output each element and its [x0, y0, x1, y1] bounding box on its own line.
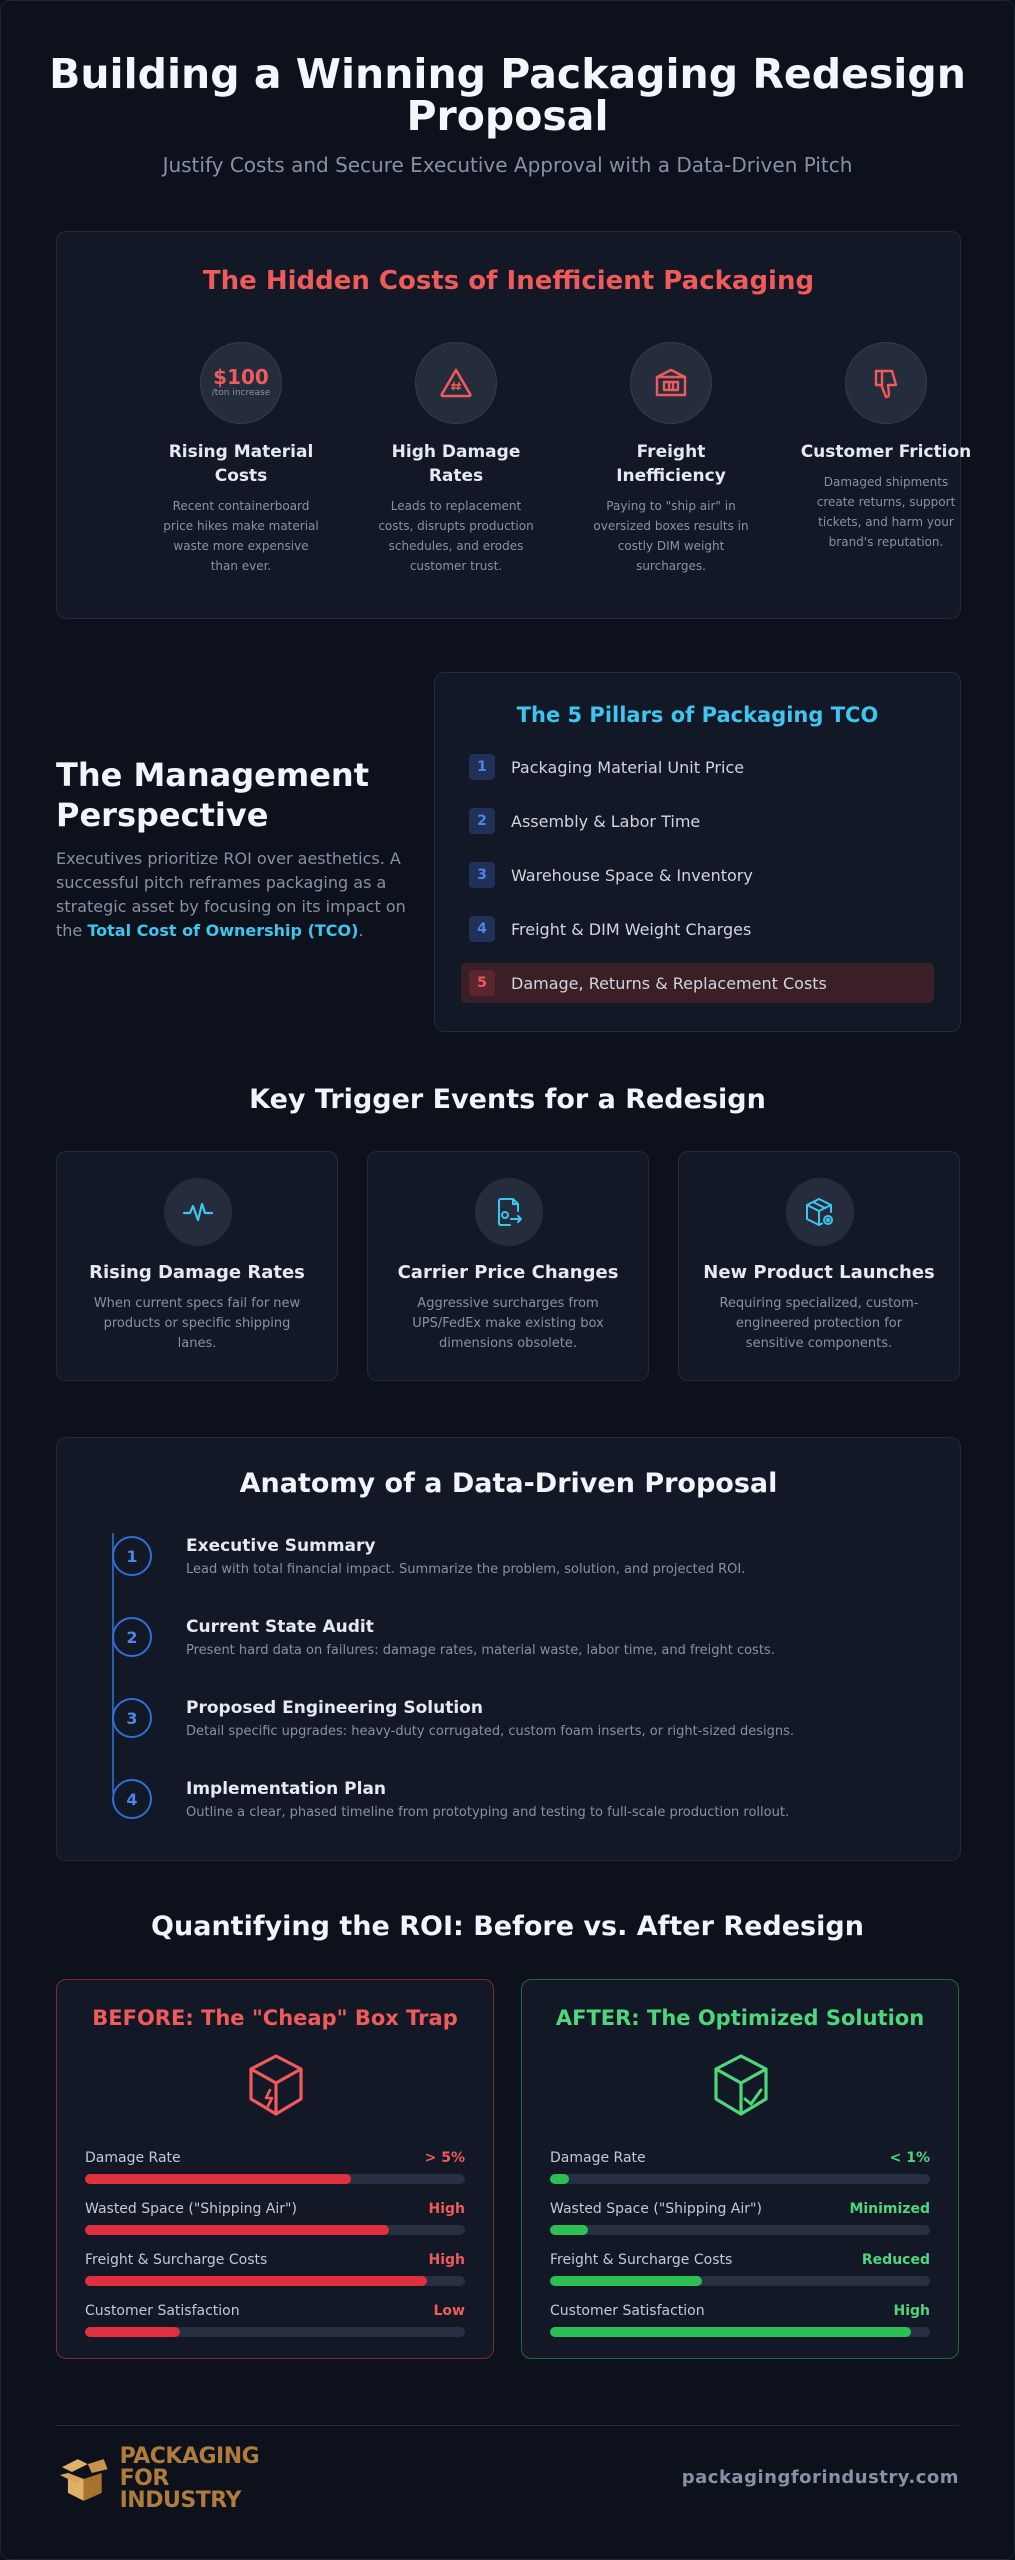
logo-line-1: PACKAGING	[119, 2444, 260, 2469]
price-increase-unit: /ton increase	[211, 388, 271, 398]
company-logo[interactable]	[56, 2444, 296, 2513]
metric-track	[85, 2276, 465, 2286]
trigger-card-launch	[678, 1151, 960, 1381]
warning-triangle-icon	[415, 342, 497, 424]
pillar-item	[461, 747, 934, 787]
pillar-number: 2	[469, 808, 495, 834]
cost-item-title: Freight Inefficiency	[616, 442, 726, 486]
pillar-number: 5	[469, 970, 495, 996]
management-desc-end: .	[358, 921, 364, 940]
logo-line-2: FOR INDUSTRY	[119, 2466, 241, 2513]
management-title: The Management Perspective	[56, 756, 369, 834]
metric-value: < 1%	[889, 2150, 930, 2166]
website-link[interactable]: packagingforindustry.com	[681, 2467, 959, 2488]
metric-track	[550, 2174, 930, 2184]
truck-box-icon	[630, 342, 712, 424]
metric-bar	[550, 2225, 588, 2235]
trigger-title: Rising Damage Rates	[89, 1262, 305, 1283]
trigger-desc: When current specs fail for new products or specific shipping lanes.	[93, 1296, 301, 1351]
pillar-label: Freight & DIM Weight Charges	[511, 919, 752, 939]
pillar-number: 4	[469, 916, 495, 942]
before-panel	[56, 1979, 494, 2359]
checked-box-icon	[711, 2052, 771, 2118]
metric-bar	[85, 2174, 351, 2184]
metric-label: Freight & Surcharge Costs	[85, 2252, 268, 2268]
metric-label: Damage Rate	[85, 2150, 181, 2166]
cost-item-title: Rising Material Costs	[168, 442, 314, 486]
pillar-number: 3	[469, 862, 495, 888]
price-badge	[200, 342, 282, 424]
trigger-card-carrier	[367, 1151, 649, 1381]
logo-box-icon	[56, 2451, 112, 2507]
broken-box-icon	[246, 2052, 306, 2118]
tco-highlight: Total Cost of Ownership (TCO)	[87, 921, 359, 940]
metric-label: Freight & Surcharge Costs	[550, 2252, 733, 2268]
metric-value: High	[893, 2303, 930, 2319]
before-metric	[85, 2252, 465, 2292]
metric-track	[550, 2225, 930, 2235]
metric-label: Customer Satisfaction	[550, 2303, 705, 2319]
pillar-item	[461, 801, 934, 841]
pillar-item-highlighted	[461, 963, 934, 1003]
cost-item-customer	[798, 342, 974, 552]
after-metric	[550, 2303, 930, 2343]
metric-value: Low	[433, 2303, 465, 2319]
footer-divider	[56, 2425, 959, 2426]
metric-track	[85, 2327, 465, 2337]
cost-item-desc: Recent containerboard price hikes make material waste more expensive than ever.	[163, 499, 319, 573]
cost-item-material	[153, 342, 329, 576]
cost-item-title: Customer Friction	[800, 442, 972, 462]
invoice-icon	[475, 1178, 543, 1246]
cost-item-title: High Damage Rates	[391, 442, 521, 486]
trigger-desc: Aggressive surcharges from UPS/FedEx make existing box dimensions obsolete.	[412, 1296, 604, 1351]
metric-value: High	[428, 2252, 465, 2268]
tco-pillars-card	[434, 672, 961, 1032]
metric-bar	[85, 2276, 427, 2286]
after-metric	[550, 2150, 930, 2190]
proposal-step	[112, 1536, 930, 1596]
metric-bar	[550, 2276, 702, 2286]
step-desc: Detail specific upgrades: heavy-duty corrugated, custom foam inserts, or right-sized designs.	[186, 1724, 795, 1739]
trigger-card-damage	[56, 1151, 338, 1381]
anatomy-title: Anatomy of a Data-Driven Proposal	[239, 1468, 778, 1499]
pulse-icon	[164, 1178, 232, 1246]
metric-value: High	[428, 2201, 465, 2217]
price-increase-value: $100	[213, 365, 269, 389]
proposal-step	[112, 1698, 930, 1758]
step-title: Implementation Plan	[186, 1779, 387, 1799]
trigger-title: New Product Launches	[703, 1262, 935, 1283]
pillar-item	[461, 855, 934, 895]
cost-item-desc: Leads to replacement costs, disrupts production schedules, and erodes customer trust.	[378, 499, 534, 573]
pillar-label: Assembly & Labor Time	[511, 811, 701, 831]
metric-track	[85, 2225, 465, 2235]
metric-value: Reduced	[861, 2252, 930, 2268]
after-title: AFTER: The Optimized Solution	[555, 2006, 925, 2030]
step-number: 2	[112, 1617, 152, 1657]
metric-bar	[85, 2327, 180, 2337]
cost-item-freight	[583, 342, 759, 576]
before-title: BEFORE: The "Cheap" Box Trap	[92, 2006, 458, 2030]
cost-item-desc: Paying to "ship air" in oversized boxes results in costly DIM weight surcharges.	[593, 499, 749, 573]
before-metric	[85, 2303, 465, 2343]
metric-value: > 5%	[424, 2150, 465, 2166]
logo-text	[120, 2446, 296, 2512]
proposal-step	[112, 1779, 930, 1839]
roi-title: Quantifying the ROI: Before vs. After Redesign	[151, 1911, 864, 1942]
triggers-title: Key Trigger Events for a Redesign	[249, 1084, 766, 1115]
page-title: Building a Winning Packaging Redesign Proposal	[49, 50, 966, 140]
hidden-costs-title: The Hidden Costs of Inefficient Packaging	[202, 266, 815, 296]
thumbs-down-icon	[845, 342, 927, 424]
metric-bar	[550, 2174, 569, 2184]
step-desc: Present hard data on failures: damage rates, material waste, labor time, and freight costs.	[186, 1643, 775, 1658]
pillar-item	[461, 909, 934, 949]
trigger-title: Carrier Price Changes	[397, 1262, 619, 1283]
after-metric	[550, 2201, 930, 2241]
pillar-number: 1	[469, 754, 495, 780]
step-title: Current State Audit	[186, 1617, 374, 1637]
metric-label: Wasted Space ("Shipping Air")	[550, 2201, 762, 2217]
before-metric	[85, 2201, 465, 2241]
after-panel	[521, 1979, 959, 2359]
step-desc: Outline a clear, phased timeline from prototyping and testing to full-scale production rollout.	[186, 1805, 790, 1820]
pillar-label: Warehouse Space & Inventory	[511, 865, 753, 885]
step-title: Proposed Engineering Solution	[186, 1698, 483, 1718]
management-desc	[56, 847, 406, 943]
metric-track	[550, 2327, 930, 2337]
package-gear-icon	[786, 1178, 854, 1246]
after-metric	[550, 2252, 930, 2292]
proposal-step	[112, 1617, 930, 1677]
step-number: 4	[112, 1779, 152, 1819]
metric-label: Customer Satisfaction	[85, 2303, 240, 2319]
pillar-label: Damage, Returns & Replacement Costs	[511, 973, 827, 993]
metric-track	[85, 2174, 465, 2184]
metric-bar	[85, 2225, 389, 2235]
metric-bar	[550, 2327, 911, 2337]
step-title: Executive Summary	[186, 1536, 376, 1556]
pillar-label: Packaging Material Unit Price	[511, 757, 745, 777]
hidden-costs-card	[56, 231, 972, 619]
pillars-title: The 5 Pillars of Packaging TCO	[516, 703, 879, 727]
metric-label: Damage Rate	[550, 2150, 646, 2166]
metric-value: Minimized	[849, 2201, 930, 2217]
step-desc: Lead with total financial impact. Summarize the problem, solution, and projected ROI.	[186, 1562, 746, 1577]
cost-item-damage	[368, 342, 544, 576]
trigger-desc: Requiring specialized, custom-engineered protection for sensitive components.	[719, 1296, 919, 1351]
step-number: 1	[112, 1536, 152, 1576]
cost-item-desc: Damaged shipments create returns, support tickets, and harm your brand's reputation.	[816, 475, 956, 549]
management-desc-text: Executives prioritize ROI over aesthetics. A successful pitch reframes packaging as a strategic asset by focusing on its impact on the	[56, 849, 406, 940]
metric-track	[550, 2276, 930, 2286]
page-subtitle: Justify Costs and Secure Executive Approval with a Data-Driven Pitch	[162, 153, 853, 177]
metric-label: Wasted Space ("Shipping Air")	[85, 2201, 297, 2217]
anatomy-card	[56, 1437, 961, 1861]
before-metric	[85, 2150, 465, 2190]
step-number: 3	[112, 1698, 152, 1738]
